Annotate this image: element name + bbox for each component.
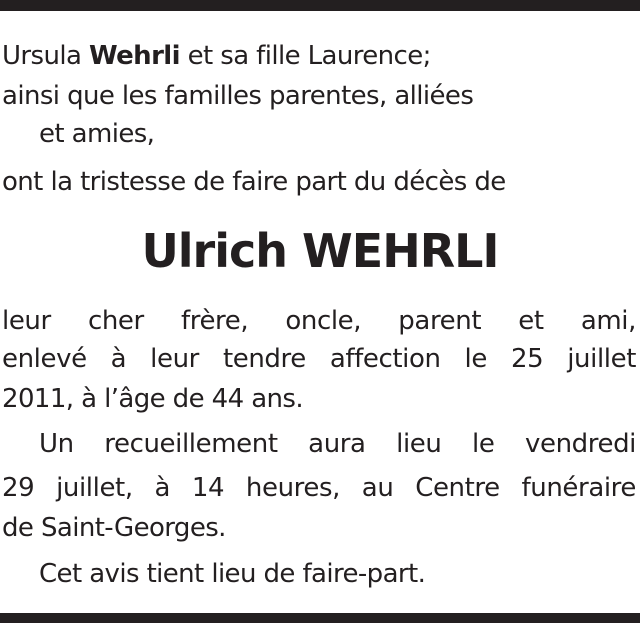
intro-line-1-start: Ursula [2,41,89,71]
intro-line-1-end: et sa fille Laurence; [179,41,431,71]
ceremony-line-3: de Saint-Georges. [2,513,226,543]
intro-line-1 [2,40,431,72]
deceased-name: Ulrich WEHRLI [141,224,499,278]
ceremony-line-2: 29 juillet, à 14 heures, au Centre funéraire [2,473,636,503]
body-line-2: enlevé à leur tendre affection le 25 juillet [2,344,636,374]
intro-line-4: ont la tristesse de faire part du décès de [2,167,506,197]
closing-line: Cet avis tient lieu de faire-part. [39,559,426,589]
family-name-bold: Wehrli [88,41,180,71]
body-line-3: 2011, à l’âge de 44 ans. [2,384,304,414]
body-line-1: leur cher frère, oncle, parent et ami, [2,306,636,336]
top-border-rule [0,0,640,11]
intro-line-3: et amies, [39,119,155,149]
ceremony-line-1: Un recueillement aura lieu le vendredi [39,429,636,459]
intro-line-2: ainsi que les familles parentes, alliées [2,81,474,111]
bottom-border-rule [0,613,640,623]
